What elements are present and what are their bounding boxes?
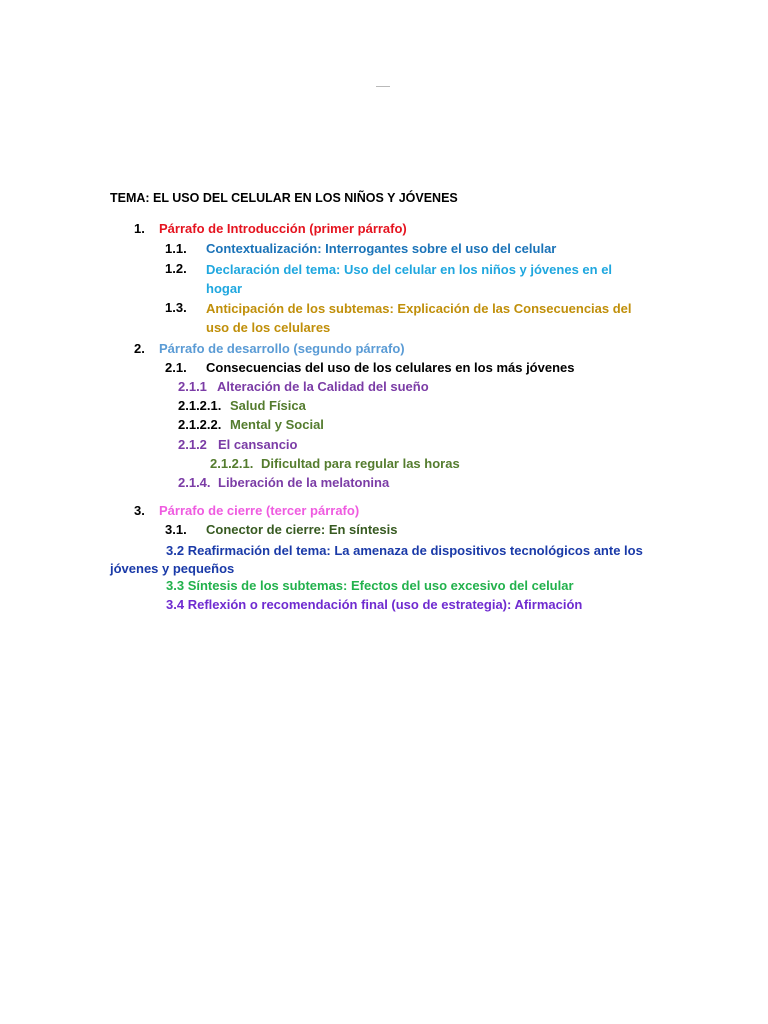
- item-1-3-label: Anticipación de los subtemas: Explicación de las Consecuencias del uso de los celulares: [206, 301, 632, 335]
- item-2-1-2-2-label: Mental y Social: [230, 417, 324, 432]
- item-1-3-number: 1.3.: [165, 300, 187, 315]
- item-2-1-2-1b-number: 2.1.2.1.: [210, 456, 254, 471]
- item-2-1-4-label: Liberación de la melatonina: [218, 475, 390, 490]
- item-1-2-label: Declaración del tema: Uso del celular en los niños y jóvenes en el hogar: [206, 262, 613, 296]
- item-2-1-2-number: 2.1.2: [178, 437, 207, 452]
- section-2-label: Párrafo de desarrollo (segundo párrafo): [159, 341, 405, 356]
- item-1-2-number: 1.2.: [165, 261, 187, 276]
- header-mark: [376, 86, 390, 87]
- document-title: TEMA: EL USO DEL CELULAR EN LOS NIÑOS Y JÓVENES: [110, 191, 458, 205]
- item-3-4-label: Reflexión o recomendación final (uso de estrategia): Afirmación: [187, 597, 583, 612]
- item-2-1-label: Consecuencias del uso de los celulares en los más jóvenes: [206, 360, 575, 375]
- item-1-1-number: 1.1.: [165, 241, 187, 256]
- item-2-1-4-number: 2.1.4.: [178, 475, 211, 490]
- section-3-number: 3.: [134, 503, 145, 518]
- item-3-3: [166, 577, 574, 595]
- item-3-2-number: 3.2: [166, 543, 185, 558]
- item-2-1-number: 2.1.: [165, 360, 187, 375]
- section-1-number: 1.: [134, 221, 145, 236]
- item-2-1-2-label: El cansancio: [218, 437, 298, 452]
- section-3-label: Párrafo de cierre (tercer párrafo): [159, 503, 360, 518]
- item-3-4: [166, 596, 582, 614]
- item-2-1-2-1-number: 2.1.2.1.: [178, 398, 222, 413]
- section-1-label: Párrafo de Introducción (primer párrafo): [159, 221, 407, 236]
- item-3-1-number: 3.1.: [165, 522, 187, 537]
- item-3-4-number: 3.4: [166, 597, 185, 612]
- item-2-1-2-1b-label: Dificultad para regular las horas: [261, 456, 460, 471]
- item-3-3-number: 3.3: [166, 578, 185, 593]
- item-2-1-2-1-label: Salud Física: [230, 398, 306, 413]
- section-2-number: 2.: [134, 341, 145, 356]
- item-1-1-label: Contextualización: Interrogantes sobre el uso del celular: [206, 241, 557, 256]
- item-2-1-2-2-number: 2.1.2.2.: [178, 417, 222, 432]
- item-2-1-1-number: 2.1.1: [178, 379, 207, 394]
- item-3-1-label: Conector de cierre: En síntesis: [206, 522, 398, 537]
- item-2-1-1-label: Alteración de la Calidad del sueño: [217, 379, 429, 394]
- item-3-3-label: Síntesis de los subtemas: Efectos del uso excesivo del celular: [187, 578, 574, 593]
- item-3-2-label: Reafirmación del tema: La amenaza de dispositivos tecnológicos ante los jóvenes y pequeños: [110, 543, 643, 576]
- item-3-2: [110, 542, 670, 578]
